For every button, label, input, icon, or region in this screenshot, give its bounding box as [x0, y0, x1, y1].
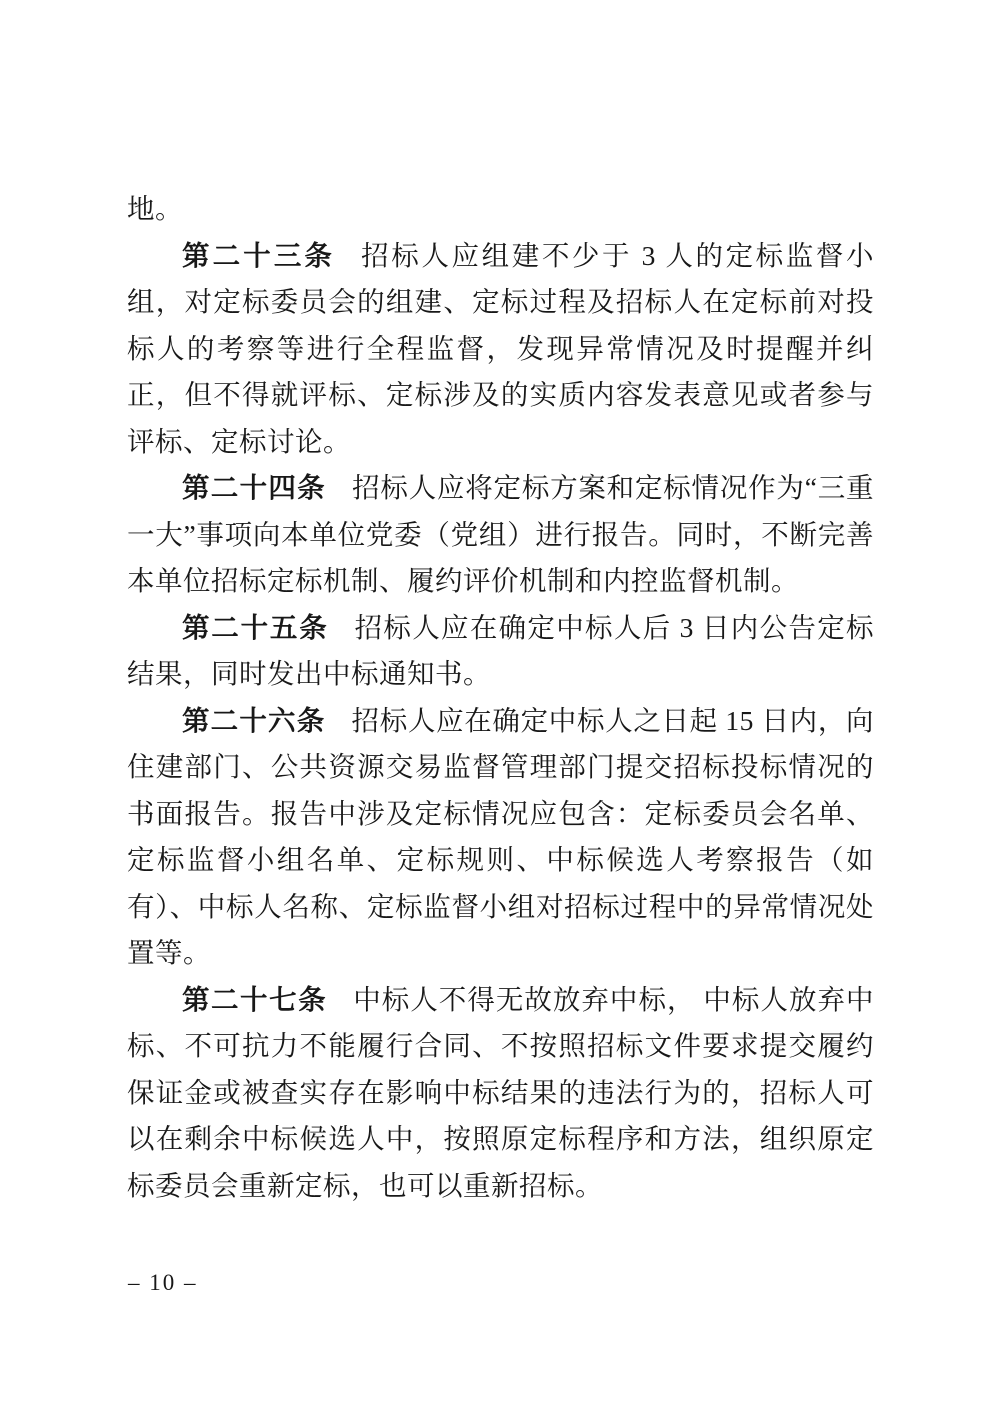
article-24 [127, 465, 874, 605]
article-27-number: 第二十七条 [182, 983, 328, 1015]
article-23 [127, 233, 874, 466]
article-26 [127, 698, 874, 977]
article-26-text: 招标人应在确定中标人之日起 15 日内，向住建部门、公共资源交易监督管理部门提交招标投标情况的书面报告。报告中涉及定标情况应包含：定标委员会名单、定标监督小组名单、定标规则、中标候选人考察报告（如有）、中标人名称、定标监督小组对招标过程中的异常情况处置等。 [127, 704, 875, 968]
article-24-text: 招标人应将定标方案和定标情况作为“三重一大”事项向本单位党委（党组）进行报告。同时，不断完善本单位招标定标机制、履约评价机制和内控监督机制。 [127, 472, 874, 596]
page-number: – 10 – [128, 1270, 198, 1295]
article-24-number: 第二十四条 [182, 472, 326, 503]
article-23-text: 招标人应组建不少于 3 人的定标监督小组，对定标委员会的组建、定标过程及招标人在定标前对投标人的考察等进行全程监督，发现异常情况及时提醒并纠正，但不得就评标、定标涉及的实质内容发表意见或者参与评标、定标讨论。 [127, 239, 875, 457]
paragraph-continuation [127, 186, 874, 233]
article-25-text: 招标人应在确定中标人后 3 日内公告定标结果，同时发出中标通知书。 [127, 611, 875, 689]
article-23-number: 第二十三条 [182, 239, 336, 271]
article-27 [127, 977, 874, 1210]
article-26-number: 第二十六条 [182, 704, 326, 736]
continuation-text: 地。 [127, 193, 183, 224]
article-25-number: 第二十五条 [182, 611, 329, 643]
article-25 [127, 605, 874, 698]
document-body [127, 186, 874, 1209]
article-27-text: 中标人不得无故放弃中标， 中标人放弃中标、不可抗力不能履行合同、不按照招标文件要求提交履约保证金或被查实存在影响中标结果的违法行为的，招标人可以在剩余中标候选人中，按照原定标程序和方法，组织原定标委员会重新定标，也可以重新招标。 [127, 983, 874, 1201]
